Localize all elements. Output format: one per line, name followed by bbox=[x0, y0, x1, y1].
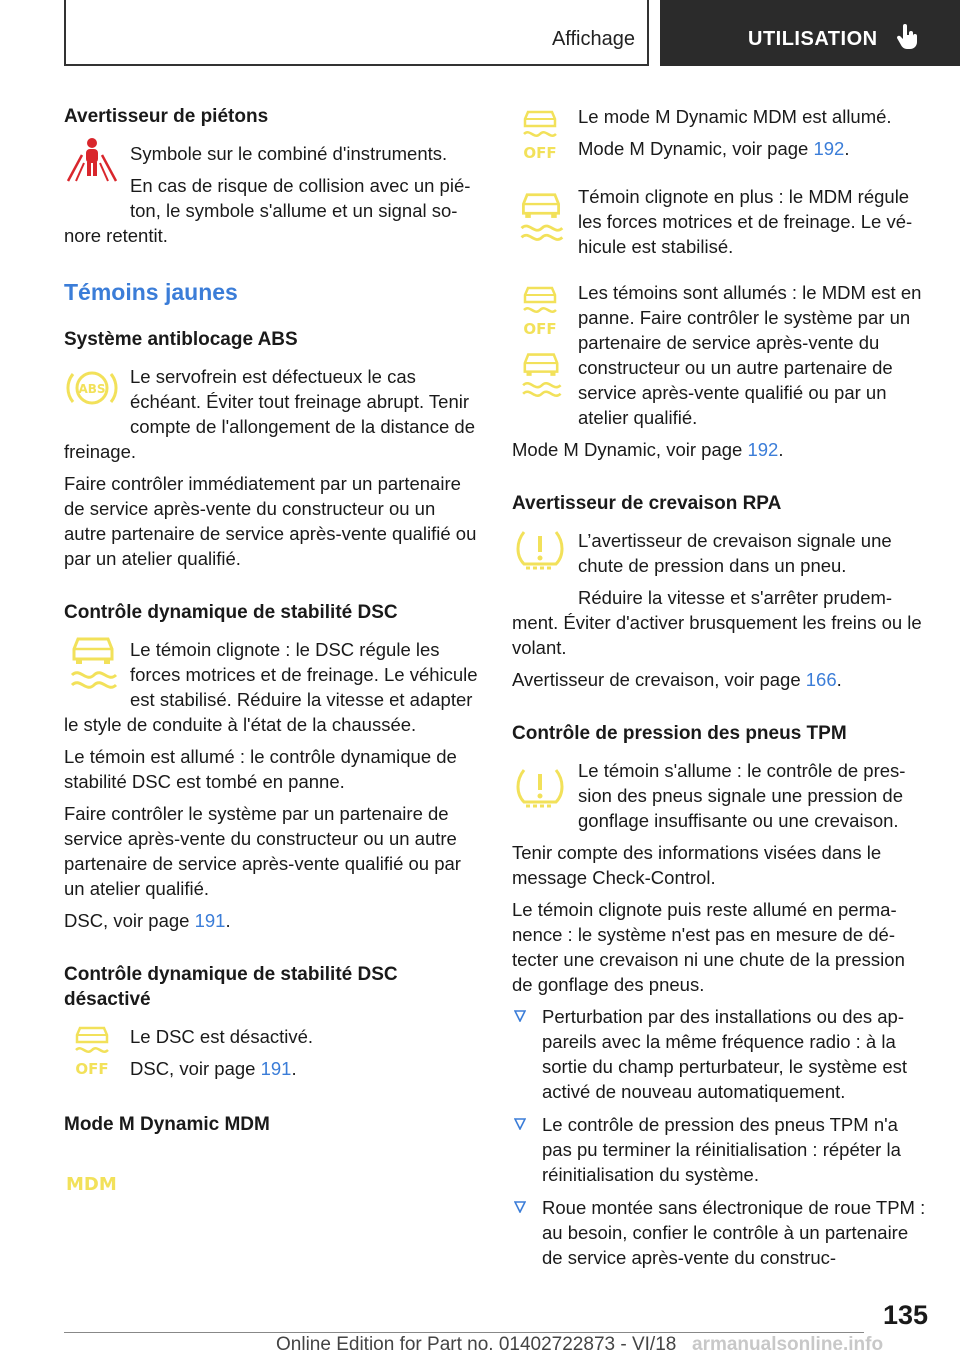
dsc-ref-text: DSC, voir page bbox=[64, 910, 195, 931]
dsc-icon-wrap bbox=[64, 637, 130, 703]
dsc-off-title: Contrôle dynamique de stabilité DSC désactivé bbox=[64, 964, 398, 1010]
triangle-bullet-icon bbox=[514, 1118, 526, 1130]
tpm-bullet-list bbox=[512, 1004, 928, 1270]
triangle-bullet-icon bbox=[514, 1201, 526, 1213]
dsc-skid-car-icon bbox=[516, 190, 566, 244]
dsc-off-reference: DSC, voir page 191. bbox=[130, 1058, 297, 1079]
bullet-text: Le contrôle de pression des pneus TPM n'a pas pu terminer la réinitialisation : répéter la réinitialisation du système. bbox=[542, 1114, 901, 1185]
left-column bbox=[64, 104, 478, 1201]
dsc-off-icon bbox=[520, 110, 560, 162]
rpa-text-1: L’avertisseur de crevaison signale une chute de pression dans un pneu. bbox=[578, 530, 892, 576]
page-number: 135 bbox=[882, 1300, 928, 1330]
pedestrian-warning-title: Avertisseur de piétons bbox=[64, 106, 269, 127]
header-frame bbox=[64, 0, 649, 66]
pedestrian-icon-wrap bbox=[64, 141, 130, 207]
mdm-icon bbox=[66, 1171, 122, 1195]
tire-pressure-warning-icon bbox=[514, 528, 566, 572]
dsc-text-2: Le témoin est allumé : le contrôle dynamique de stabilité DSC est tombé en panne. bbox=[64, 746, 457, 792]
rpa-text-2: Réduire la vitesse et s'arrêter prudemment. Éviter d'activer brusquement les freins ou le volant. bbox=[512, 587, 922, 658]
triangle-bullet-icon bbox=[514, 1010, 526, 1022]
abs-text-1: Le servofrein est défectueux le cas échéant. Éviter tout freinage abrupt. Tenir compte de l'allongement de la distance de freinage. bbox=[64, 366, 475, 462]
tpm-text-3: Le témoin clignote puis reste allumé en permanence : le système n'est pas en mesure de détecter une crevaison ni une chute de la pression de gonflage des pneus. bbox=[512, 899, 905, 995]
mdm-page-link[interactable]: 192 bbox=[813, 138, 845, 159]
dsc-off-icon bbox=[520, 286, 560, 338]
mdm-reference: Mode M Dynamic, voir page 192. bbox=[578, 138, 850, 159]
abs-warning-icon bbox=[64, 366, 120, 410]
section-title: Affichage bbox=[551, 28, 635, 50]
dsc-off-icon bbox=[72, 1026, 112, 1078]
pedestrian-text-2: En cas de risque de collision avec un piéton, le symbole s'allume et un signal sonore retentit. bbox=[64, 175, 471, 246]
off-label: OFF bbox=[523, 144, 557, 162]
mdm-fault-icons bbox=[512, 280, 578, 408]
dsc-text-1: Le témoin clignote : le DSC régule les forces motrices et de freinage. Le véhicule est stabilisé. Réduire la vitesse et adapter le style de conduite à l'état de la chaussée. bbox=[64, 639, 478, 735]
abs-text-2: Faire contrôler immédiatement par un partenaire de service après-vente du constructeur ou un autre partenaire de service après-vente qualifié ou par un atelier qualifié. bbox=[64, 473, 477, 569]
list-item bbox=[512, 1112, 928, 1187]
yellow-lights-heading: Témoins jaunes bbox=[64, 279, 238, 305]
dsc-off-label: OFF bbox=[75, 1060, 109, 1078]
tpm-text-2: Tenir compte des informations visées dans le message Check-Control. bbox=[512, 842, 882, 888]
chapter-tab[interactable] bbox=[660, 0, 960, 66]
dsc-skid-car-icon bbox=[518, 350, 564, 400]
dsc-off-icon-wrap bbox=[64, 1024, 130, 1090]
mdm-ref-text: Mode M Dynamic, voir page bbox=[578, 138, 814, 159]
dsc-text-3: Faire contrôler le système par un partenaire de service après-vente du constructeur ou un autre partenaire de service après-vente qualifié ou par un atelier qualifié. bbox=[64, 803, 461, 899]
mdm-reference-2: Mode M Dynamic, voir page 192. bbox=[512, 439, 784, 460]
dsc-page-link[interactable]: 191 bbox=[194, 910, 226, 931]
abs-icon-label: ABS bbox=[78, 382, 106, 396]
abs-title: Système antiblocage ABS bbox=[64, 329, 298, 350]
mdm-fault-text: Les témoins sont allumés : le MDM est en panne. Faire contrôler le système par un partenaire de service après-vente du constructeur ou un autre partenaire de service après-vente qualifié ou par un atelier qualifié. bbox=[578, 282, 922, 428]
mdm-title: Mode M Dynamic MDM bbox=[64, 1114, 270, 1135]
mdm-blink-icon-wrap bbox=[512, 184, 578, 250]
bullet-text: Perturbation par des installations ou des appareils avec la même fréquence radio : à la sortie du champ perturbateur, le système est activé de nouveau automatiquement. bbox=[542, 1006, 908, 1102]
rpa-page-link[interactable]: 166 bbox=[805, 669, 837, 690]
tire-pressure-warning-icon bbox=[514, 766, 566, 810]
mdm-ref2-text: Mode M Dynamic, voir page bbox=[512, 439, 748, 460]
bullet-text: Roue montée sans électronique de roue TPM : au besoin, confier le contrôle à un partenaire de service après-vente du construc- bbox=[542, 1197, 926, 1268]
dsc-title: Contrôle dynamique de stabilité DSC bbox=[64, 602, 398, 623]
tpm-title: Contrôle de pression des pneus TPM bbox=[512, 723, 847, 744]
dsc-off-text: Le DSC est désactivé. bbox=[130, 1026, 314, 1047]
chapter-title: UTILISATION bbox=[748, 28, 878, 50]
edition-text: Online Edition for Part no. 01402722873 - VI/18 bbox=[276, 1334, 677, 1355]
list-item bbox=[512, 1195, 928, 1270]
rpa-reference: Avertisseur de crevaison, voir page 166. bbox=[512, 669, 842, 690]
dsc-skid-car-icon bbox=[66, 635, 120, 691]
rpa-title: Avertisseur de crevaison RPA bbox=[512, 493, 782, 514]
off-label-2: OFF bbox=[523, 320, 557, 338]
rpa-icon-wrap bbox=[512, 528, 578, 594]
tpm-text-1: Le témoin s'allume : le contrôle de pression des pneus signale une pression de gonflage insuffisante ou une crevaison. bbox=[578, 760, 906, 831]
abs-icon-wrap bbox=[64, 364, 130, 430]
pedestrian-text-1: Symbole sur le combiné d'instruments. bbox=[130, 143, 448, 164]
rpa-ref-text: Avertisseur de crevaison, voir page bbox=[512, 669, 806, 690]
dsc-reference: DSC, voir page 191. bbox=[64, 910, 231, 931]
list-item bbox=[512, 1004, 928, 1104]
tpm-icon-wrap bbox=[512, 758, 578, 824]
dsc-off-page-link[interactable]: 191 bbox=[260, 1058, 292, 1079]
footer-divider bbox=[64, 1332, 864, 1333]
mdm-off-icon-wrap-1 bbox=[512, 104, 578, 170]
right-column bbox=[512, 104, 928, 1278]
dsc-off-ref-text: DSC, voir page bbox=[130, 1058, 261, 1079]
pedestrian-warning-icon bbox=[64, 135, 120, 187]
mdm-icon-label: MDM bbox=[66, 1174, 117, 1195]
mdm-page-link-2[interactable]: 192 bbox=[747, 439, 779, 460]
watermark: armanualsonline.info bbox=[692, 1334, 884, 1355]
mdm-on-text: Le mode M Dynamic MDM est allumé. bbox=[578, 106, 892, 127]
hand-pointer-icon bbox=[896, 24, 918, 50]
mdm-blink-text: Témoin clignote en plus : le MDM régule les forces motrices et de freinage. Le véhicule est stabilisé. bbox=[578, 186, 913, 257]
